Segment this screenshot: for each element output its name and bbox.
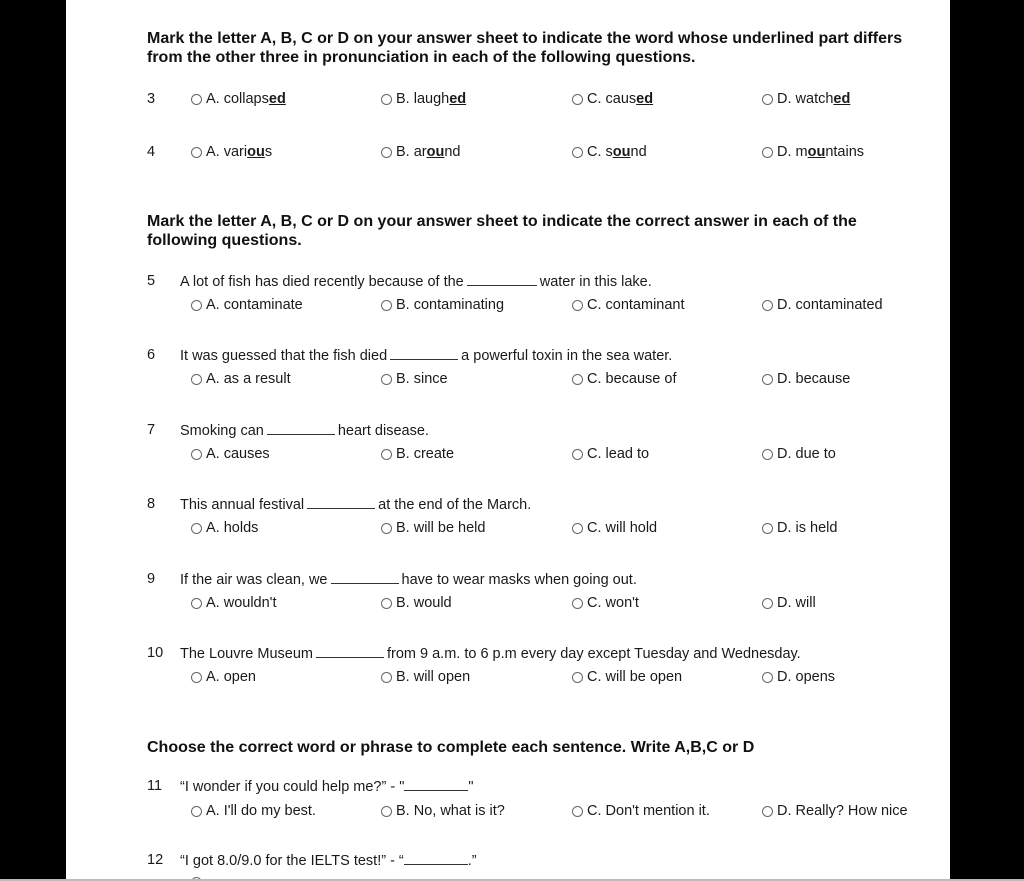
option-9a[interactable]: A. wouldn't [191,595,276,611]
radio-icon[interactable] [762,374,773,385]
option-7b[interactable]: B. create [381,446,454,462]
question-text: This annual festival at the end of the March. [180,497,532,513]
radio-icon[interactable] [762,449,773,460]
radio-icon[interactable] [191,94,202,105]
radio-icon[interactable] [381,94,392,105]
question-number: 7 [147,422,156,438]
option-10c[interactable]: C. will be open [572,669,682,685]
question-number: 10 [147,645,164,661]
radio-icon[interactable] [572,598,583,609]
question-number: 8 [147,496,156,512]
radio-icon[interactable] [762,806,773,817]
instruction-grammar: Mark the letter A, B, C or D on your answer sheet to indicate the correct answer in each of the following questions. [147,213,857,249]
radio-icon[interactable] [381,449,392,460]
option-8c[interactable]: C. will hold [572,520,657,536]
option-11c[interactable]: C. Don't mention it. [572,803,710,819]
option-3b[interactable]: B. laugh ed [381,91,466,107]
radio-icon[interactable] [572,94,583,105]
option-8d[interactable]: D. is held [762,520,837,536]
question-text: It was guessed that the fish died a powerful toxin in the sea water. [180,348,673,364]
option-8a[interactable]: A. holds [191,520,258,536]
question-text: “I got 8.0/9.0 for the IELTS test!” - “ .” [180,853,477,869]
question-number: 5 [147,273,156,289]
option-6b[interactable]: B. since [381,371,448,387]
radio-icon[interactable] [381,672,392,683]
answer-blank [307,496,375,509]
radio-icon[interactable] [191,598,202,609]
option-4a[interactable]: A. vari ou s [191,144,272,160]
radio-icon[interactable] [762,523,773,534]
radio-icon[interactable] [191,672,202,683]
question-number: 9 [147,571,156,587]
radio-icon[interactable] [572,672,583,683]
question-number: 11 [147,778,163,794]
radio-icon[interactable] [572,147,583,158]
radio-icon[interactable] [191,147,202,158]
option-4b[interactable]: B. ar ou nd [381,144,461,160]
option-9c[interactable]: C. won't [572,595,639,611]
option-3d[interactable]: D. watch ed [762,91,850,107]
option-7a[interactable]: A. causes [191,446,270,462]
radio-icon[interactable] [762,147,773,158]
option-6d[interactable]: D. because [762,371,850,387]
radio-icon[interactable] [381,523,392,534]
radio-icon[interactable] [762,598,773,609]
radio-icon[interactable] [762,300,773,311]
option-5c[interactable]: C. contaminant [572,297,685,313]
option-3c[interactable]: C. caus ed [572,91,653,107]
option-11a[interactable]: A. I'll do my best. [191,803,316,819]
question-number: 4 [147,144,156,160]
answer-blank [404,852,468,865]
radio-icon[interactable] [762,672,773,683]
radio-icon[interactable] [191,300,202,311]
answer-blank [267,422,335,435]
answer-blank [404,778,468,791]
question-text: “I wonder if you could help me?” - " " [180,779,474,795]
option-3a[interactable]: A. collaps ed [191,91,286,107]
option-10d[interactable]: D. opens [762,669,835,685]
option-9d[interactable]: D. will [762,595,816,611]
radio-icon[interactable] [381,806,392,817]
radio-icon[interactable] [572,449,583,460]
answer-blank [467,273,537,286]
option-5d[interactable]: D. contaminated [762,297,883,313]
instruction-complete: Choose the correct word or phrase to complete each sentence. Write A,B,C or D [147,739,755,756]
question-text: The Louvre Museum from 9 a.m. to 6 p.m every day except Tuesday and Wednesday. [180,646,801,662]
option-11b[interactable]: B. No, what is it? [381,803,505,819]
radio-icon[interactable] [381,300,392,311]
radio-icon[interactable] [572,806,583,817]
option-10a[interactable]: A. open [191,669,256,685]
question-text: If the air was clean, we have to wear masks when going out. [180,572,637,588]
question-number: 3 [147,91,156,107]
radio-icon[interactable] [191,523,202,534]
option-7d[interactable]: D. due to [762,446,836,462]
radio-icon[interactable] [191,449,202,460]
option-6c[interactable]: C. because of [572,371,676,387]
option-4d[interactable]: D. m ou ntains [762,144,864,160]
option-9b[interactable]: B. would [381,595,452,611]
radio-icon[interactable] [762,94,773,105]
question-number: 12 [147,852,164,868]
radio-icon[interactable] [381,374,392,385]
radio-icon[interactable] [381,147,392,158]
option-8b[interactable]: B. will be held [381,520,485,536]
worksheet-page [66,0,950,881]
answer-blank [316,645,384,658]
radio-icon[interactable] [381,598,392,609]
instruction-pronunciation: Mark the letter A, B, C or D on your answer sheet to indicate the word whose underlined part differs from the other three in pronunciation in each of the following questions. [147,30,903,66]
answer-blank [390,347,458,360]
radio-icon[interactable] [191,806,202,817]
radio-icon[interactable] [572,374,583,385]
option-5a[interactable]: A. contaminate [191,297,303,313]
radio-icon[interactable] [191,374,202,385]
option-6a[interactable]: A. as a result [191,371,291,387]
radio-icon[interactable] [572,300,583,311]
option-5b[interactable]: B. contaminating [381,297,504,313]
option-4c[interactable]: C. s ou nd [572,144,647,160]
radio-icon[interactable] [572,523,583,534]
question-text: Smoking can heart disease. [180,423,429,439]
question-number: 6 [147,347,156,363]
option-11d[interactable]: D. Really? How nice [762,803,908,819]
question-text: A lot of fish has died recently because of the water in this lake. [180,274,652,290]
option-7c[interactable]: C. lead to [572,446,649,462]
answer-blank [331,571,399,584]
option-10b[interactable]: B. will open [381,669,470,685]
